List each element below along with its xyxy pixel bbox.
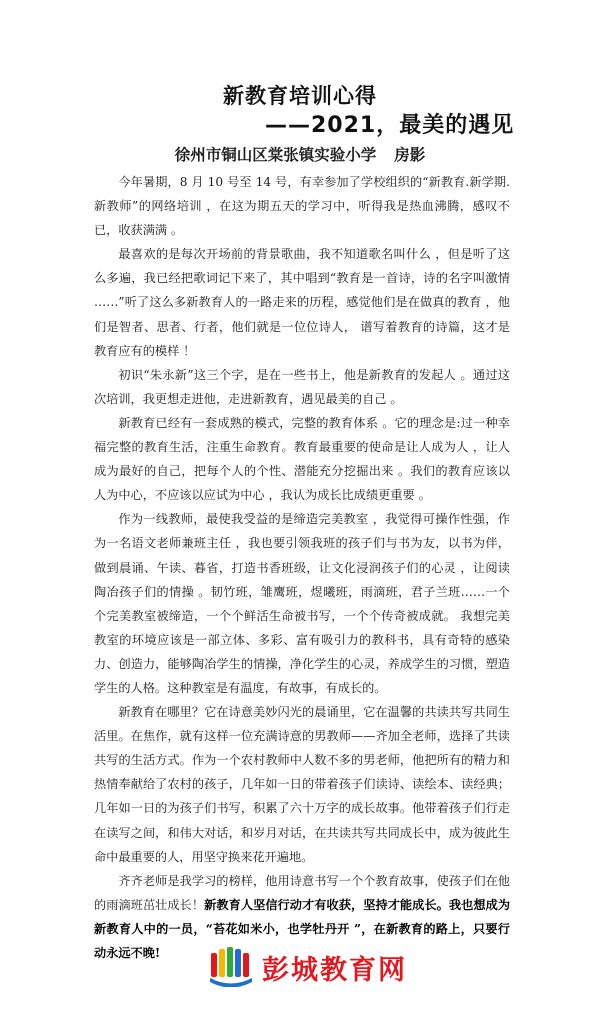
school-name: 徐州市铜山区棠张镇实验小学 [174, 146, 377, 164]
paragraph: 新教育在哪里？它在诗意美妙闪光的晨诵里，它在温馨的共读共写共同生活里。在焦作，就有这样一位充满诗意的男教师——齐加全老师，选择了共读共写的生活方式。作为一个农村教师中人数不多的男老师，他把所有的精力和热情奉献给了农村的孩子，几年如一日的带着孩子们读诗、读绘本、读经典；几年如一日的为孩子们书写，积累了六十万字的成长故事。他带着孩子们行走在读写之间，和伟大对话，和岁月对话，在共读共写共同成长中，成为彼此生命中最重要的人，用坚守换来花开遍地。 [94, 705, 510, 864]
paragraph: 新教育已经有一套成熟的模式，完整的教育体系 。它的理念是:过一种幸福完整的教育生活，注重生命教育。教育最重要的使命是让人成为人 ，让人成为最好的自己，把每个人的个性、潜能充分挖掘出来 。我们的教育应该以人为中心，不应该以应试为中心 ，我认为成长比成绩更重要 。 [94, 415, 510, 503]
article-body [94, 170, 510, 965]
document-title: 新教育培训心得 [223, 84, 377, 108]
author-name: 房影 [394, 146, 426, 164]
site-logo [208, 946, 407, 988]
final-bold-text: 新教育人坚信行动才有收获，坚持才能成长。我也想成为新教育人中的一员，“苔花如米小，也学牡丹开 ”，在新教育的路上，只要行动永远不晚! [94, 897, 511, 960]
final-lead-text: 齐齐老师是我学习的榜样，他用诗意书写一个个教育故事，使孩子们在他的雨滴班茁壮成长！ [94, 873, 510, 912]
logo-wordmark: 彭城教育网 [262, 954, 407, 986]
book-logo-icon [208, 947, 254, 987]
document-subtitle: ——2021，最美的遇见 [265, 113, 515, 138]
paragraph: 今年暑期，8 月 10 号至 14 号，有幸参加了学校组织的“新教育.新学期.新教师”的网络培训 ，在这为期五天的学习中，听得我是热血沸腾，感叹不已，收获满满 。 [94, 175, 510, 238]
paragraph: 最喜欢的是每次开场前的背景歌曲，我不知道歌名叫什么 ，但是听了这么多遍，我已经把歌词记下来了，其中唱到“教育是一首诗，诗的名字叫激情 ……”听了这么多新教育人的一路走来的历程，感觉他们是在做真的教育 ，他们是智者、思者、行者，他们就是一位位诗人， 谱写着教育的诗篇，这才是教育应有的模样 ！ [94, 247, 510, 358]
paragraph: 作为一线教师，最使我受益的是缔造完美教室 ，我觉得可操作性强，作为一名语文老师兼班主任 ，我也要引领我班的孩子们与书为友，以书为伴， 做到晨诵、午读、暮省，打造书香班级，让文化浸润孩子们的心灵 ，让阅读陶冶孩子们的情操 。韧竹班，雏鹰班，煜曦班，雨滴班，君子兰班……一个个完美教室被缔造，一个个鲜活生命被书写，一个个传奇被成就。 我想完美教室的环境应该是一部立体、多彩、富有吸引力的教科书，具有奇特的感染力、创造力，能够陶冶学生的情操，净化学生的心灵，养成学生的习惯，塑造学生的人格。这种教室是有温度，有故事，有成长的。 [94, 512, 510, 695]
author-line [0, 143, 600, 165]
paragraph: 初识“朱永新”这三个字，是在一些书上，他是新教育的发起人 。通过这次培训，我更想走进他，走进新教育，遇见最美的自己 。 [94, 367, 510, 406]
